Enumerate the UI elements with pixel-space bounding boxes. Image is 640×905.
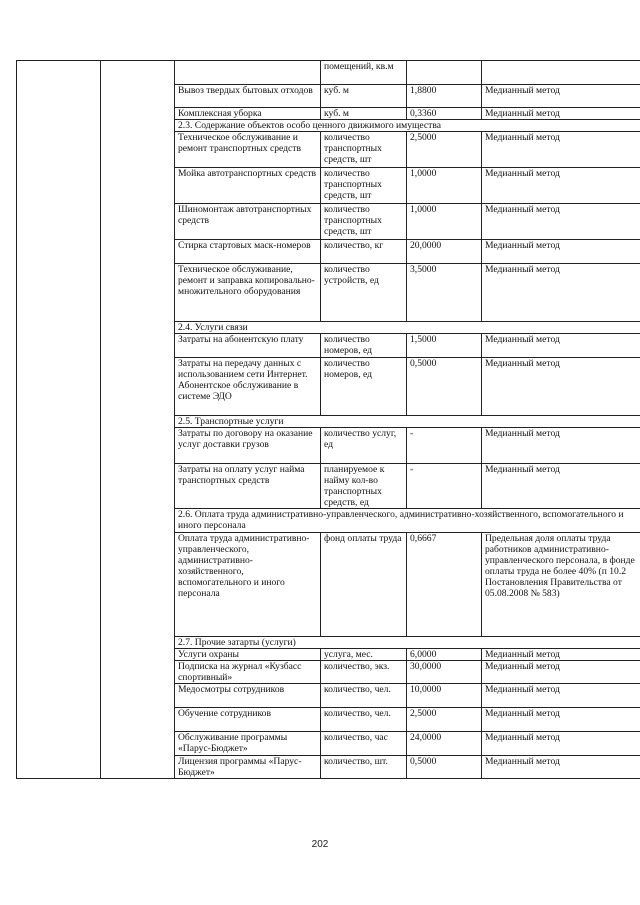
unit-cell: количество устройств, ед xyxy=(321,264,407,322)
method-cell: Медианный метод xyxy=(482,240,640,264)
cost-name-cell: Комплексная уборка xyxy=(175,108,321,120)
method-cell: Медианный метод xyxy=(482,132,640,168)
unit-cell: куб. м xyxy=(321,85,407,108)
value-cell: 1,0000 xyxy=(407,204,482,240)
value-cell: 0,5000 xyxy=(407,756,482,779)
cost-name-cell: Вывоз твердых бытовых отходов xyxy=(175,85,321,108)
value-cell: 1,0000 xyxy=(407,168,482,204)
section-title: 2.3. Содержание объектов особо ценного движимого имущества xyxy=(175,120,640,132)
cost-name-cell xyxy=(175,61,321,85)
method-cell: Медианный метод xyxy=(482,661,640,684)
cost-name-cell: Лицензия программы «Парус-Бюджет» xyxy=(175,756,321,779)
section-title: 2.7. Прочие затарты (услуги) xyxy=(175,637,640,649)
section-title: 2.4. Услуги связи xyxy=(175,322,640,334)
method-cell: Медианный метод xyxy=(482,756,640,779)
unit-cell: количество, кг xyxy=(321,240,407,264)
cost-name-cell: Затраты на передачу данных с использованием сети Интернет. Абонентское обслуживание в системе ЭДО xyxy=(175,358,321,416)
method-cell: Медианный метод xyxy=(482,168,640,204)
unit-cell: количество, экз. xyxy=(321,661,407,684)
cost-name-cell: Обслуживание программы «Парус-Бюджет» xyxy=(175,732,321,756)
table-body xyxy=(17,61,640,779)
unit-cell: услуга, мес. xyxy=(321,649,407,661)
method-cell: Медианный метод xyxy=(482,334,640,358)
unit-cell: помещений, кв.м xyxy=(321,61,407,85)
method-cell: Медианный метод xyxy=(482,464,640,509)
value-cell: 0,3360 xyxy=(407,108,482,120)
page-number: 202 xyxy=(311,839,329,850)
unit-cell: количество транспортных средств, шт xyxy=(321,132,407,168)
value-cell: 0,6667 xyxy=(407,533,482,637)
unit-cell: куб. м xyxy=(321,108,407,120)
unit-cell: фонд оплаты труда xyxy=(321,533,407,637)
method-cell: Предельная доля оплаты труда работников административно-управленческого персонала, в фонде оплаты труда не более 40% (п 10.2 Постановления Правительства от 05.08.2008 № 583) xyxy=(482,533,640,637)
method-cell: Медианный метод xyxy=(482,732,640,756)
blank-column-1 xyxy=(17,61,101,779)
cost-name-cell: Подписка на журнал «Кузбасс спортивный» xyxy=(175,661,321,684)
cost-name-cell: Оплата труда административно-управленческого, административно-хозяйственного, вспомогательного и иного персонала xyxy=(175,533,321,637)
value-cell: 0,5000 xyxy=(407,358,482,416)
cost-norms-table xyxy=(16,60,640,779)
cost-name-cell: Затраты по договору на оказание услуг доставки грузов xyxy=(175,428,321,464)
value-cell: - xyxy=(407,464,482,509)
cost-name-cell: Услуги охраны xyxy=(175,649,321,661)
unit-cell: количество, шт. xyxy=(321,756,407,779)
unit-cell: количество номеров, ед xyxy=(321,358,407,416)
cost-name-cell: Мойка автотранспортных средств xyxy=(175,168,321,204)
method-cell: Медианный метод xyxy=(482,85,640,108)
method-cell: Медианный метод xyxy=(482,708,640,732)
method-cell: Медианный метод xyxy=(482,684,640,708)
unit-cell: количество транспортных средств, шт xyxy=(321,168,407,204)
cost-name-cell: Медосмотры сотрудников xyxy=(175,684,321,708)
method-cell xyxy=(482,61,640,85)
value-cell: 2,5000 xyxy=(407,708,482,732)
method-cell: Медианный метод xyxy=(482,264,640,322)
method-cell: Медианный метод xyxy=(482,428,640,464)
unit-cell: количество, час xyxy=(321,732,407,756)
unit-cell: количество транспортных средств, шт xyxy=(321,204,407,240)
unit-cell: количество, чел. xyxy=(321,684,407,708)
cost-name-cell: Обучение сотрудников xyxy=(175,708,321,732)
cost-name-cell: Затраты на абонентскую плату xyxy=(175,334,321,358)
cost-name-cell: Затраты на оплату услуг найма транспортных средств xyxy=(175,464,321,509)
value-cell: 1,5000 xyxy=(407,334,482,358)
unit-cell: количество услуг, ед xyxy=(321,428,407,464)
value-cell: 10,0000 xyxy=(407,684,482,708)
value-cell: 3,5000 xyxy=(407,264,482,322)
section-title: 2.6. Оплата труда административно-управленческого, административно-хозяйственного, вспомогательного и иного персонала xyxy=(175,509,640,533)
blank-column-2 xyxy=(101,61,175,779)
cost-name-cell: Техническое обслуживание и ремонт транспортных средств xyxy=(175,132,321,168)
cost-name-cell: Шиномонтаж автотранспортных средств xyxy=(175,204,321,240)
value-cell: 30,0000 xyxy=(407,661,482,684)
unit-cell: количество, чел. xyxy=(321,708,407,732)
cost-name-cell: Техническое обслуживание, ремонт и заправка копировально-множительного оборудования xyxy=(175,264,321,322)
method-cell: Медианный метод xyxy=(482,649,640,661)
table-row xyxy=(17,61,640,85)
value-cell: 2,5000 xyxy=(407,132,482,168)
value-cell xyxy=(407,61,482,85)
value-cell: 6,0000 xyxy=(407,649,482,661)
value-cell: 24,0000 xyxy=(407,732,482,756)
section-title: 2.5. Транспортные услуги xyxy=(175,416,640,428)
value-cell: 1,8800 xyxy=(407,85,482,108)
method-cell: Медианный метод xyxy=(482,108,640,120)
value-cell: - xyxy=(407,428,482,464)
value-cell: 20,0000 xyxy=(407,240,482,264)
unit-cell: количество номеров, ед xyxy=(321,334,407,358)
cost-name-cell: Стирка стартовых маск-номеров xyxy=(175,240,321,264)
unit-cell: планируемое к найму кол-во транспортных средств, ед xyxy=(321,464,407,509)
method-cell: Медианный метод xyxy=(482,204,640,240)
method-cell: Медианный метод xyxy=(482,358,640,416)
